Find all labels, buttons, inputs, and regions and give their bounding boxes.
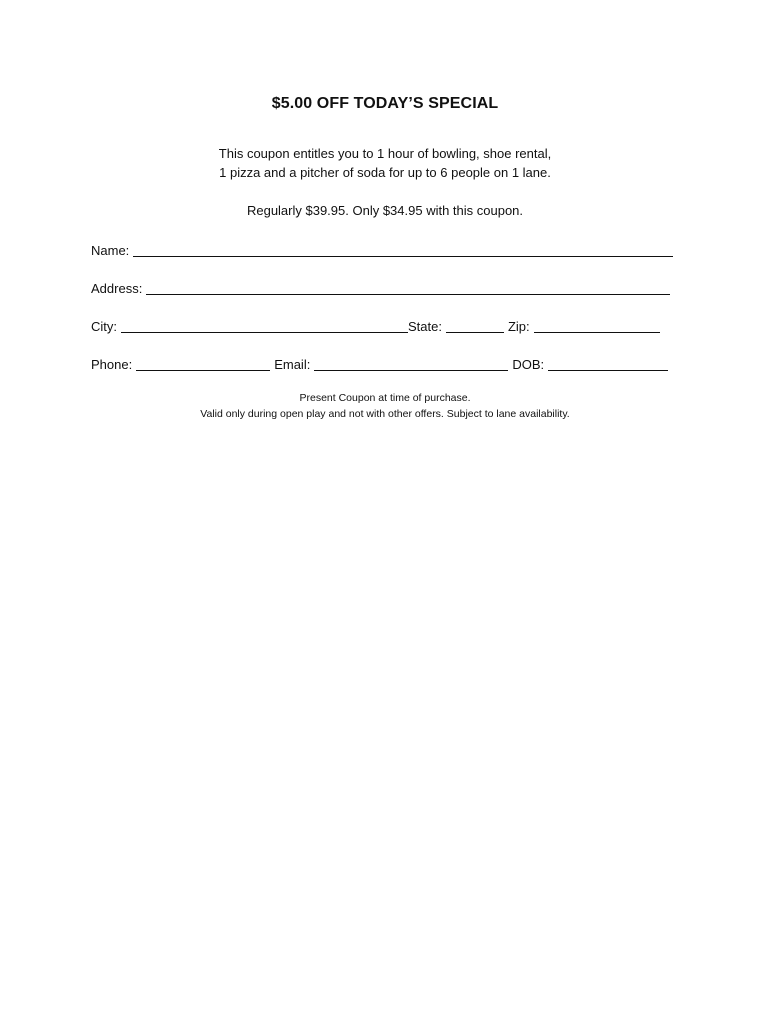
description-line-1: This coupon entitles you to 1 hour of bowling, shoe rental, — [218, 146, 552, 161]
email-label: Email: — [274, 357, 311, 372]
name-row — [91, 239, 681, 259]
city-label: City: — [91, 319, 117, 334]
city-field[interactable] — [121, 317, 408, 333]
dob-label: DOB: — [512, 357, 545, 372]
coupon-title: $5.00 OFF TODAY’S SPECIAL — [271, 95, 499, 112]
zip-label: Zip: — [507, 319, 530, 334]
address-field[interactable] — [146, 279, 670, 295]
state-field[interactable] — [446, 317, 504, 333]
phone-field[interactable] — [136, 355, 270, 371]
state-label: State: — [408, 319, 442, 334]
name-field[interactable] — [133, 241, 673, 257]
zip-field[interactable] — [534, 317, 660, 333]
address-label: Address: — [91, 281, 143, 296]
footer-line-2: Valid only during open play and not with other offers. Subject to lane availability. — [200, 408, 570, 420]
city-state-zip-row — [91, 315, 681, 335]
dob-field[interactable] — [548, 355, 668, 371]
name-label: Name: — [91, 243, 130, 258]
pricing-text: Regularly $39.95. Only $34.95 with this coupon. — [246, 203, 524, 218]
phone-label: Phone: — [91, 357, 133, 372]
footer-line-1: Present Coupon at time of purchase. — [299, 392, 471, 404]
coupon-description — [0, 144, 770, 182]
email-field[interactable] — [314, 355, 508, 371]
description-line-2: 1 pizza and a pitcher of soda for up to 6 people on 1 lane. — [219, 165, 551, 180]
address-row — [91, 277, 681, 297]
phone-email-dob-row — [91, 353, 681, 373]
